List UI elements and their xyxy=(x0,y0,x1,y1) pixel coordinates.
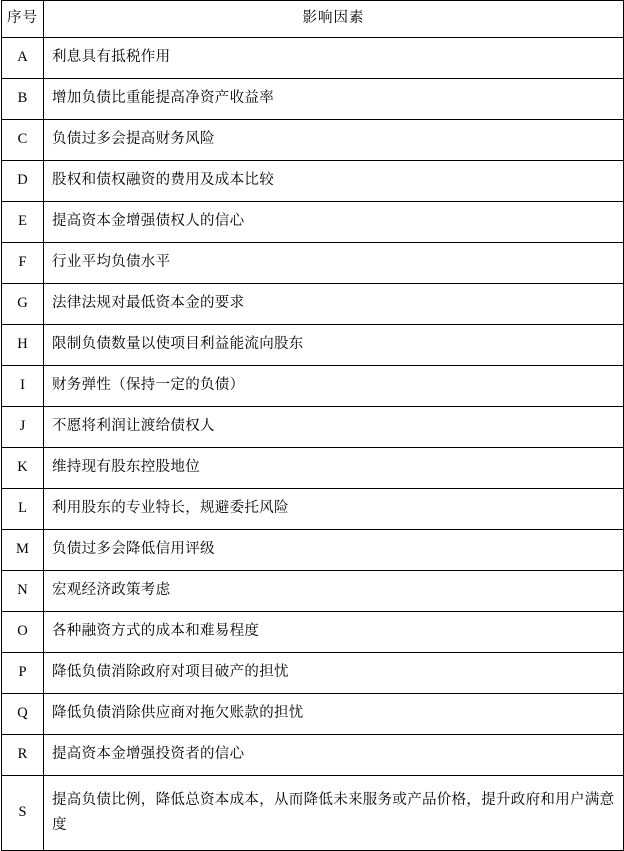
table-row xyxy=(2,448,624,489)
column-header-no: 序号 xyxy=(2,1,44,38)
row-factor: 提高负债比例，降低总资本成本，从而降低未来服务或产品价格，提升政府和用户满意度 xyxy=(44,776,624,851)
influence-factors-table xyxy=(1,0,624,851)
row-factor: 法律法规对最低资本金的要求 xyxy=(44,284,624,325)
table-row xyxy=(2,284,624,325)
row-factor: 降低负债消除供应商对拖欠账款的担忧 xyxy=(44,694,624,735)
table-row xyxy=(2,161,624,202)
table-row xyxy=(2,243,624,284)
row-no: B xyxy=(2,79,44,120)
row-no: I xyxy=(2,366,44,407)
row-no: G xyxy=(2,284,44,325)
row-factor: 利用股东的专业特长，规避委托风险 xyxy=(44,489,624,530)
row-factor: 降低负债消除政府对项目破产的担忧 xyxy=(44,653,624,694)
row-factor: 提高资本金增强债权人的信心 xyxy=(44,202,624,243)
row-no: L xyxy=(2,489,44,530)
row-no: J xyxy=(2,407,44,448)
row-factor: 不愿将利润让渡给债权人 xyxy=(44,407,624,448)
row-factor: 负债过多会降低信用评级 xyxy=(44,530,624,571)
table-row xyxy=(2,489,624,530)
table-row xyxy=(2,325,624,366)
row-factor: 增加负债比重能提高净资产收益率 xyxy=(44,79,624,120)
row-factor: 宏观经济政策考虑 xyxy=(44,571,624,612)
row-no: K xyxy=(2,448,44,489)
row-no: F xyxy=(2,243,44,284)
column-header-factor: 影响因素 xyxy=(44,1,624,38)
table-row xyxy=(2,79,624,120)
table-row xyxy=(2,202,624,243)
table-row xyxy=(2,735,624,776)
row-factor: 维持现有股东控股地位 xyxy=(44,448,624,489)
row-no: N xyxy=(2,571,44,612)
row-factor: 负债过多会提高财务风险 xyxy=(44,120,624,161)
row-no: A xyxy=(2,38,44,79)
row-no: C xyxy=(2,120,44,161)
table-row xyxy=(2,612,624,653)
row-factor: 提高资本金增强投资者的信心 xyxy=(44,735,624,776)
table-row xyxy=(2,694,624,735)
row-no: M xyxy=(2,530,44,571)
table-row xyxy=(2,653,624,694)
row-no: P xyxy=(2,653,44,694)
row-factor: 财务弹性（保持一定的负债） xyxy=(44,366,624,407)
table-row xyxy=(2,530,624,571)
row-no: E xyxy=(2,202,44,243)
row-factor: 各种融资方式的成本和难易程度 xyxy=(44,612,624,653)
table-body xyxy=(2,38,624,851)
row-no: R xyxy=(2,735,44,776)
table-row xyxy=(2,366,624,407)
row-no: Q xyxy=(2,694,44,735)
row-no: D xyxy=(2,161,44,202)
row-factor: 利息具有抵税作用 xyxy=(44,38,624,79)
table-row xyxy=(2,776,624,851)
row-no: O xyxy=(2,612,44,653)
table-row xyxy=(2,571,624,612)
table-row xyxy=(2,407,624,448)
row-no: H xyxy=(2,325,44,366)
row-factor: 行业平均负债水平 xyxy=(44,243,624,284)
row-factor: 限制负债数量以使项目利益能流向股东 xyxy=(44,325,624,366)
table-row xyxy=(2,120,624,161)
row-no: S xyxy=(2,776,44,851)
table-row xyxy=(2,38,624,79)
table-header-row xyxy=(2,1,624,38)
row-factor: 股权和债权融资的费用及成本比较 xyxy=(44,161,624,202)
